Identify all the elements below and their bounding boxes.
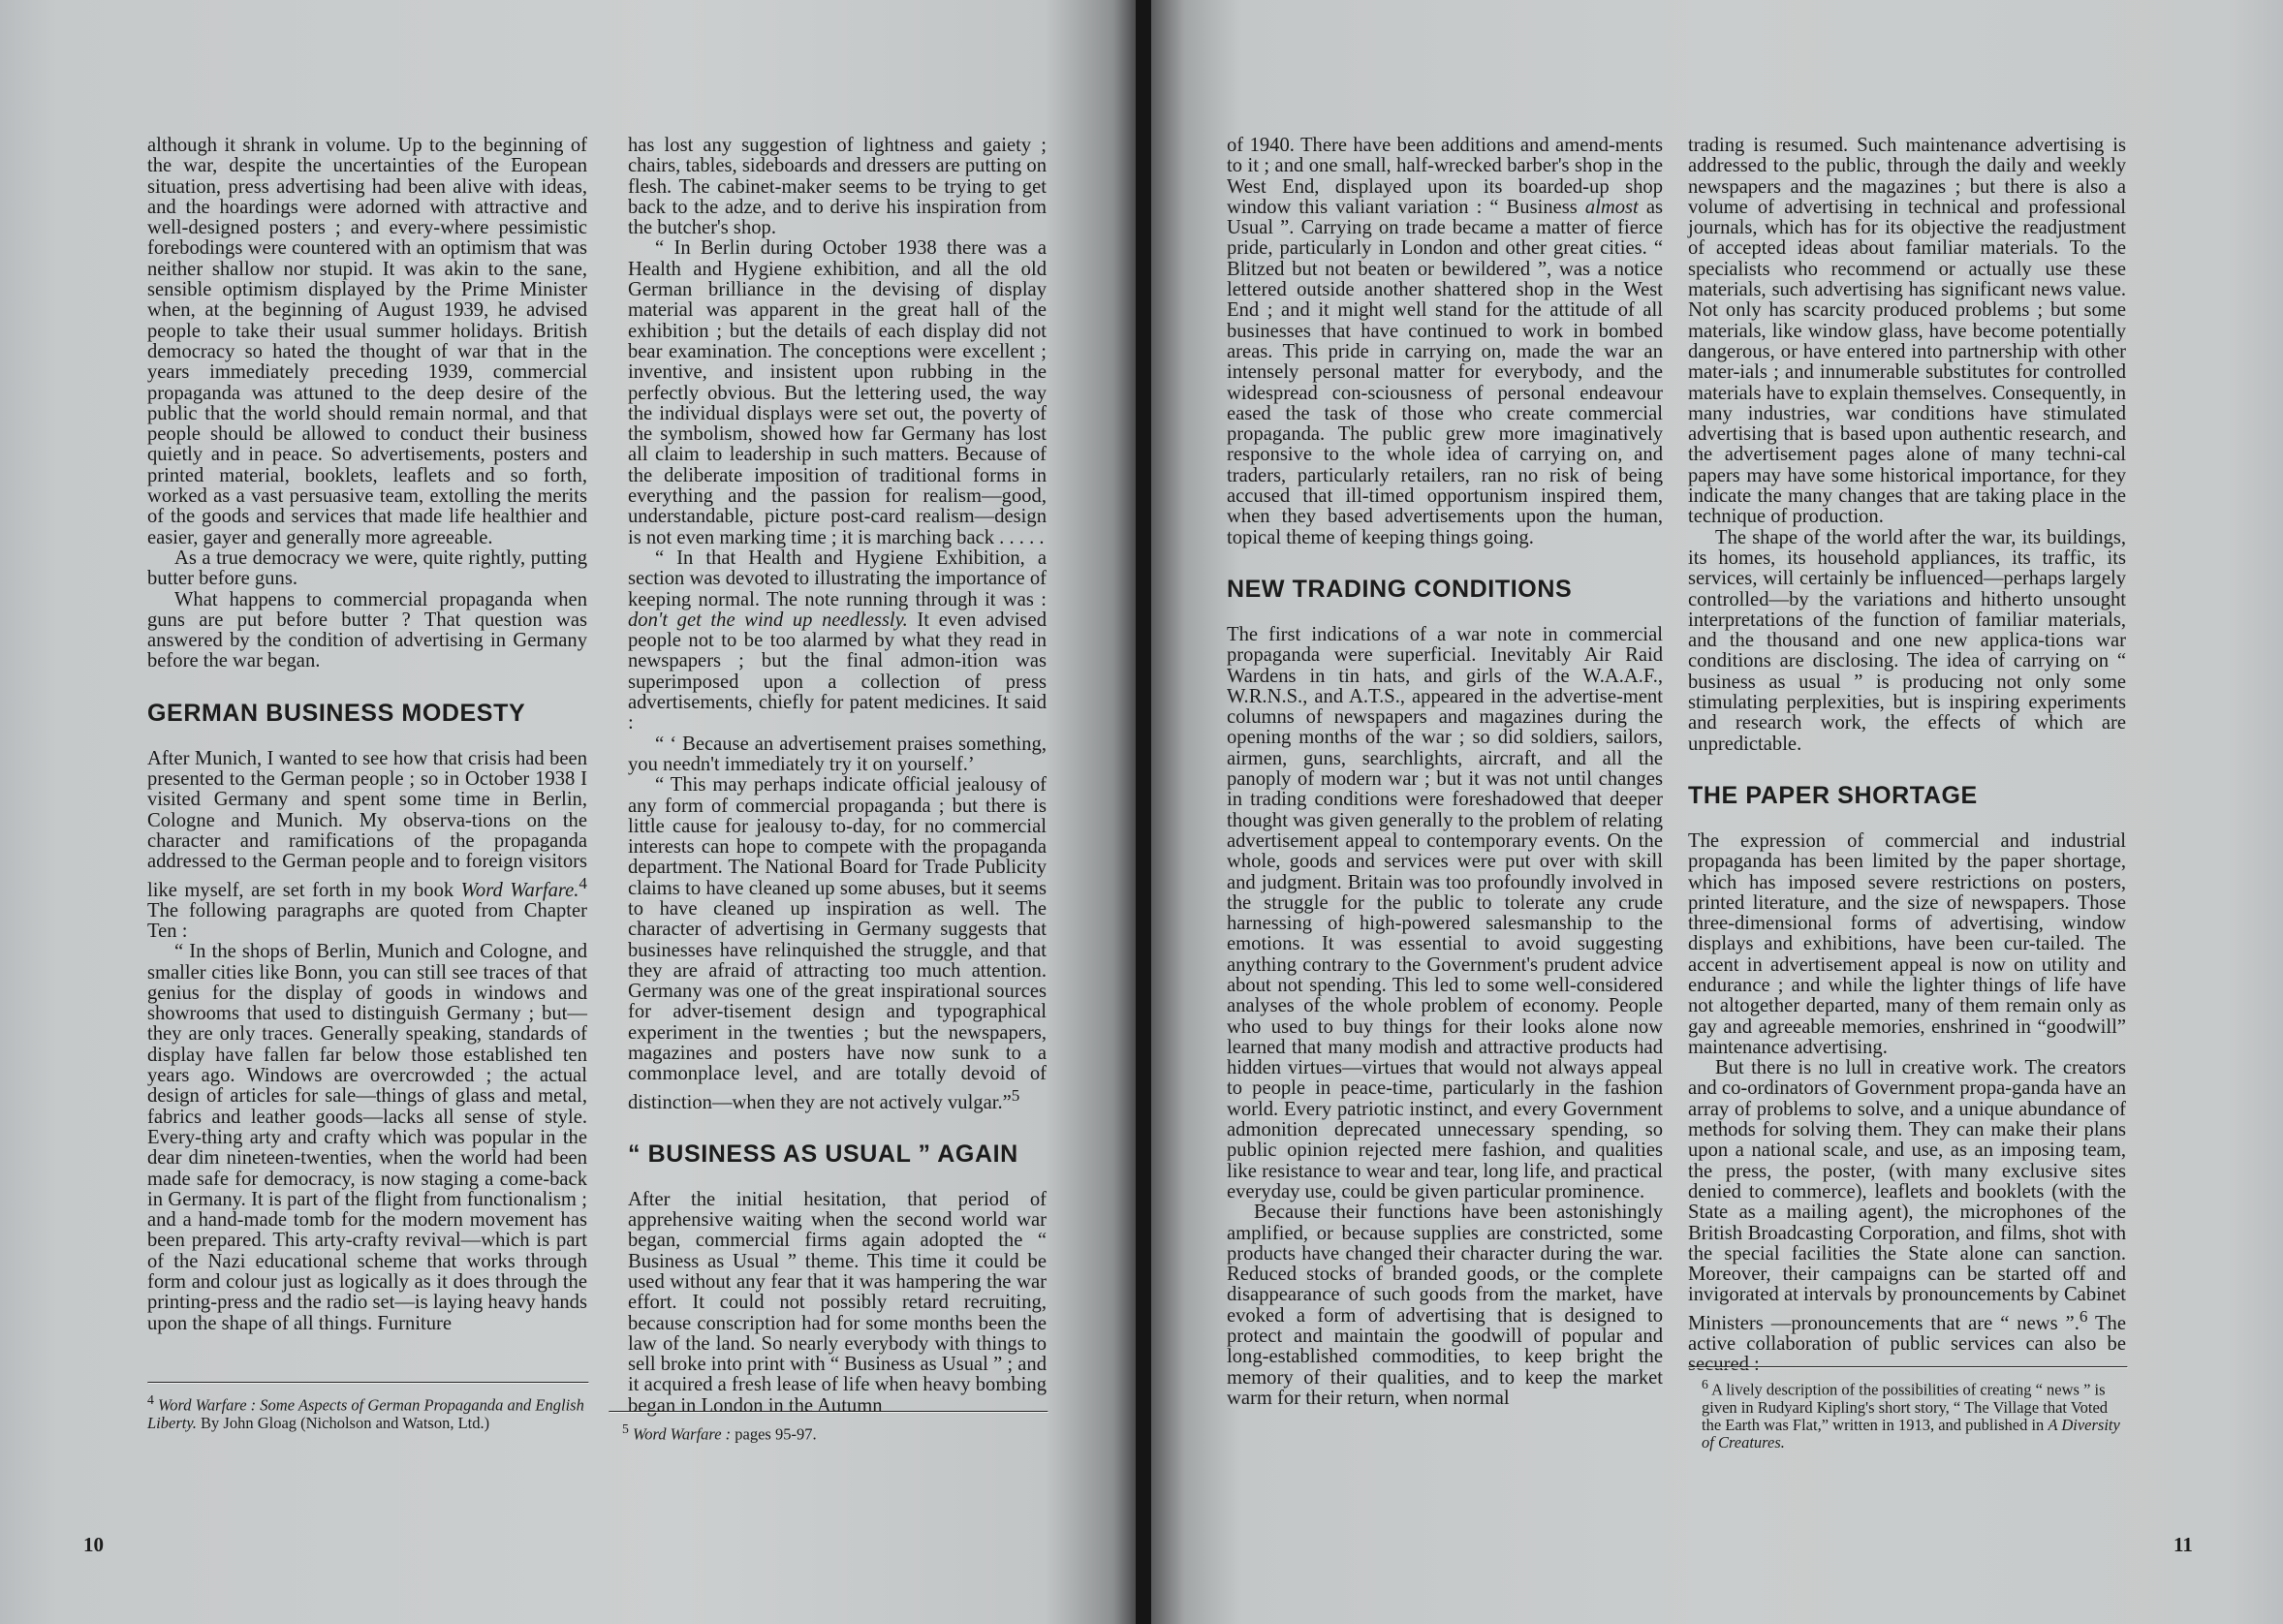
footnote-rule xyxy=(1688,1366,2128,1368)
footnote-text: $^5$ Word Warfare : pages 95-97. xyxy=(622,1421,817,1444)
left-page xyxy=(0,0,1136,1624)
footnote xyxy=(147,1382,587,1432)
page-number: 11 xyxy=(2174,1533,2193,1556)
paragraph: of 1940. There have been additions and amend-ments to it ; and one small, half-wrecked barber's shop in the West End, displayed upon its boarded-up shop window this valiant variation : “ Business almost as Usual ”. Carrying on trade became a matter of fierce pride, particularly in London and other great cities. “ Blitzed but not beaten or bewildered ”, was a notice lettered outside another shattered shop in the West End ; and it might well stand for the attitude of all businesses that have continued to work in bombed areas. This pride in carrying on, made the war an intensely personal matter for everybody, and the widespread con-sciousness of personal endeavour eased the task of those who create commercial propaganda. The public grew more imaginatively responsive to the whole idea of carrying on, and traders, particularly retailers, ran no risk of being accused that ill-timed opportunism inspired them, when they based advertisements upon the human, topical theme of keeping things going. xyxy=(1227,135,1663,548)
paragraph: although it shrank in volume. Up to the beginning of the war, despite the uncertainties of the European situation, press advertising had been alive with ideas, and the hoardings were adorned with attractive and well-designed posters ; and every-where pessimistic forebodings were countered with an optimism that was neither shallow nor stupid. It was akin to the sane, sensible optimism displayed by the Prime Minister when, at the beginning of August 1939, he advised people to take their usual summer holidays. British democracy so hated the thought of war that in the years immediately preceding 1939, commercial propaganda was attuned to the deep desire of the public that the world should remain normal, and that people should be allowed to conduct their business quietly and in peace. So advertisements, posters and printed material, booklets, leaflets and so forth, worked as a vast persuasive team, extolling the merits of the goods and services that made life healthier and easier, gayer and generally more agreeable. xyxy=(147,135,587,548)
footnote-marker: 4 xyxy=(579,873,587,892)
section-heading: “ BUSINESS AS USUAL ” AGAIN xyxy=(628,1140,1018,1168)
paragraph: But there is no lull in creative work. The creators and co-ordinators of Government propa-ganda have an array of problems to solve, and a unique abundance of methods for solving them. They can make their plans upon a national scale, and use, as an imposing team, the press, the poster, (with many exclusive sites denied to commerce), leaflets and booklets (with the State as a mailing agent), the microphones of the British Broadcasting Corporation, and films, shot with the special facilities the State alone can sanction. Moreover, their campaigns can be started off and invigorated at intervals by pronouncements by Cabinet Ministers —pronouncements that are “ news ”.$^6$ The active collaboration of public services can also be secured : xyxy=(1688,1057,2126,1376)
paragraph: What happens to commercial propaganda when guns are put before butter ? That question was answered by the condition of advertising in Germany before the war began. xyxy=(147,588,587,672)
section-heading: NEW TRADING CONDITIONS xyxy=(1227,575,1573,603)
footnote-marker: 5 xyxy=(1011,1085,1020,1105)
page-number: 10 xyxy=(83,1533,104,1556)
footnote-rule xyxy=(147,1382,589,1384)
block-quote: “ This may perhaps indicate official jealousy of any form of commercial propaganda ; but there is little cause for jealousy to-day, for no commercial interests can hope to compete with the propaganda department. The National Board for Trade Publicity claims to have cleaned up some abuses, but it seems to have cleaned up inspiration as well. The character of advertising in Germany suggests that businesses have relinquished the struggle, and that they are afraid of attracting too much attention. Germany was one of the great inspirational sources for adver-tisement design and typographical experiment in the twenties ; but the newspapers, magazines and posters have now sunk to a commonplace level, and are totally devoid of distinction—when they are not actively vulgar.”$^5$ xyxy=(628,774,1047,1113)
right-column-1 xyxy=(1227,136,1663,1409)
block-quote: “ ‘ Because an advertisement praises something, you needn't immediately try it on yourself.’ xyxy=(628,733,1047,775)
section-heading: GERMAN BUSINESS MODESTY xyxy=(147,699,526,727)
paragraph: As a true democracy we were, quite rightly, putting butter before guns. xyxy=(147,547,587,590)
paragraph: trading is resumed. Such maintenance advertising is addressed to the public, through the daily and weekly newspapers and the magazines ; but there is also a volume of advertising in technical and professional journals, which has for its objective the readjustment of accepted ideas about familiar materials. To the specialists who recommend or actually use these materials, such advertising has significant news value. Not only has scarcity produced problems ; but some materials, like window glass, have become potentially dangerous, or have entered into partnership with other mater-ials ; and innumerable substitutes for controlled materials have to explain themselves. Consequently, in many industries, war conditions have stimulated advertising that is based upon authentic research, and the advertisement pages alone of many techni-cal papers may have some historical importance, for they indicate the many changes that are taking place in the technique of production. xyxy=(1688,135,2126,528)
paragraph: The expression of commercial and industrial propaganda has been limited by the paper shortage, which has imposed severe restrictions on posters, printed literature, and the size of newspapers. Those three-dimensional forms of advertising, window displays and exhibitions, have been cur-tailed. The accent in advertisement appeal is now on utility and endurance ; and while the lighter things of life have not altogether departed, many of them remain only as gay and agreeable memories, enshrined in “goodwill” maintenance advertising. xyxy=(1688,829,2126,1058)
footnote-rule xyxy=(609,1411,1048,1413)
footnote-text: $^4$ Word Warfare : Some Aspects of German Propaganda and English Liberty. By John Gloag (Nicholson and Watson, Ltd.) xyxy=(147,1392,584,1432)
paragraph: Because their functions have been astonishingly amplified, or because supplies are constricted, some products have changed their character during the war. Reduced stocks of branded goods, or the complete disappearance of such goods from the market, have evoked a form of advertising that is designed to protect and maintain the goodwill of popular and long-established commodities, to keep bright the memory of their qualities, and to keep the market warm for their return, when normal xyxy=(1227,1202,1663,1409)
footnote xyxy=(1688,1366,2126,1452)
footnote-text: $^6$ A lively description of the possibilities of creating “ news ” is given in Rudyard Kipling's short story, “ The Village that Voted the Earth was Flat,” written in 1913, and published in A Diversity of Creatures. xyxy=(1702,1377,2120,1452)
paragraph: The shape of the world after the war, its buildings, its homes, its household appliances, its traffic, its services, will certainly be influenced—perhaps largely controlled—by the variations and hitherto unsought interpretations of the function of familiar materials, and the thousand and one new applica-tions war conditions are disclosing. The idea of carrying on “ business as usual ” is producing not only some stimulating perplexities, but is inspiring experiments and research work, the effects of which are unpredictable. xyxy=(1688,526,2126,755)
paragraph: After the initial hesitation, that period of apprehensive waiting when the second world war began, commercial firms again adopted the “ Business as Usual ” theme. This time it could be used without any fear that it was hampering the war effort. It could not possibly retard recruiting, because conscription had for some months been the law of the land. So nearly everybody with things to sell broke into print with “ Business as Usual ” ; and it acquired a fresh lease of life when heavy bombing began in London in the Autumn xyxy=(628,1188,1047,1417)
block-quote: “ In Berlin during October 1938 there was a Health and Hygiene exhibition, and all the old German brilliance in the devising of display material was apparent in the great hall of the exhibition ; but the details of each display did not bear examination. The conceptions were excellent ; inventive, and insistent upon rubbing in the perfectly obvious. But the lettering used, the way the individual displays were set out, the poverty of the symbolism, showed how far Germany has lost all claim to leadership in such matters. Because of the deliberate imposition of traditional forms in everything and the passion for realism—good, understandable, picture post-card realism—design is not even marking time ; it is marching back . . . . . xyxy=(628,237,1047,548)
paragraph: After Munich, I wanted to see how that crisis had been presented to the German people ; so in October 1938 I visited Germany and spent some time in Berlin, Cologne and Munich. My observa-tions on the character and ramifications of the propaganda addressed to the German people and to foreign visitors like myself, are set forth in my book Word Warfare.$^4$ The following paragraphs are quoted from Chapter Ten : xyxy=(147,747,587,942)
left-column-1 xyxy=(147,136,587,1334)
book-gutter xyxy=(1136,0,1151,1624)
paragraph: The first indications of a war note in commercial propaganda were superficial. Inevitably Air Raid Wardens in tin hats, and girls of the W.A.A.F., W.R.N.S., and A.T.S., appeared in the advertise-ment columns of newspapers and magazines during the opening months of the war ; so did soldiers, sailors, airmen, guns, searchlights, aircraft, and all the panoply of modern war ; but it was not until changes in trading conditions were foreshadowed that deeper thought was given generally to the problem of relating advertisement appeal to contemporary events. On the whole, goods and services were put over with skill and judgment. Britain was too profoundly involved in the struggle for the public to tolerate any crude harnessing of high-powered salesmanship to the emotions. It was essential to avoid suggesting anything contrary to the Government's prudent advice about not spending. This led to some well-considered analyses of the whole problem of economy. People who used to buy things for their looks alone now learned that many modish and attractive products had hidden virtues—virtues that would not always appeal to people in peace-time, particularly in the fashion world. Every patriotic instinct, and every Government admonition deprecated unnecessary spending, so public opinion rejected mere fashion, and qualities like resistance to wear and tear, long life, and practical everyday use, could be given particular prominence. xyxy=(1227,623,1663,1202)
footnote xyxy=(609,1411,1047,1444)
footnote-marker: 6 xyxy=(2079,1306,2088,1326)
right-page xyxy=(1151,0,2283,1624)
left-column-2 xyxy=(628,136,1047,1417)
block-quote: “ In the shops of Berlin, Munich and Cologne, and smaller cities like Bonn, you can still see traces of that genius for the display of goods in windows and showrooms that used to distinguish Germany ; but—they are only traces. Generally speaking, standards of display have fallen far below those established ten years ago. Windows are overcrowded ; the actual design of articles for sale—things of glass and metal, fabrics and leather goods—lacks all sense of style. Every-thing arty and crafty which was popular in the dear dim nineteen-twenties, when the world had been made safe for democracy, is now staging a come-back in Germany. It is part of the flight from functionalism ; and a hand-made tomb for the modern movement has been prepared. This arty-crafty revival—which is part of the Nazi educational scheme that works through form and colour just as logically as it does through the printing-press and the radio set—is laying heavy hands upon the shape of all things. Furniture xyxy=(147,941,587,1334)
block-quote: “ In that Health and Hygiene Exhibition, a section was devoted to illustrating the importance of keeping normal. The note running through it was : don't get the wind up needlessly. It even advised people not to be too alarmed by what they read in newspapers ; but the final admon-ition was superimposed upon a collection of press advertisements, chiefly for patent medicines. It said : xyxy=(628,547,1047,734)
paragraph: has lost any suggestion of lightness and gaiety ; chairs, tables, sideboards and dressers are putting on flesh. The cabinet-maker seems to be trying to get back to the adze, and to derive his inspiration from the butcher's shop. xyxy=(628,135,1047,239)
section-heading: THE PAPER SHORTAGE xyxy=(1688,781,1978,809)
right-column-2 xyxy=(1688,136,2126,1375)
